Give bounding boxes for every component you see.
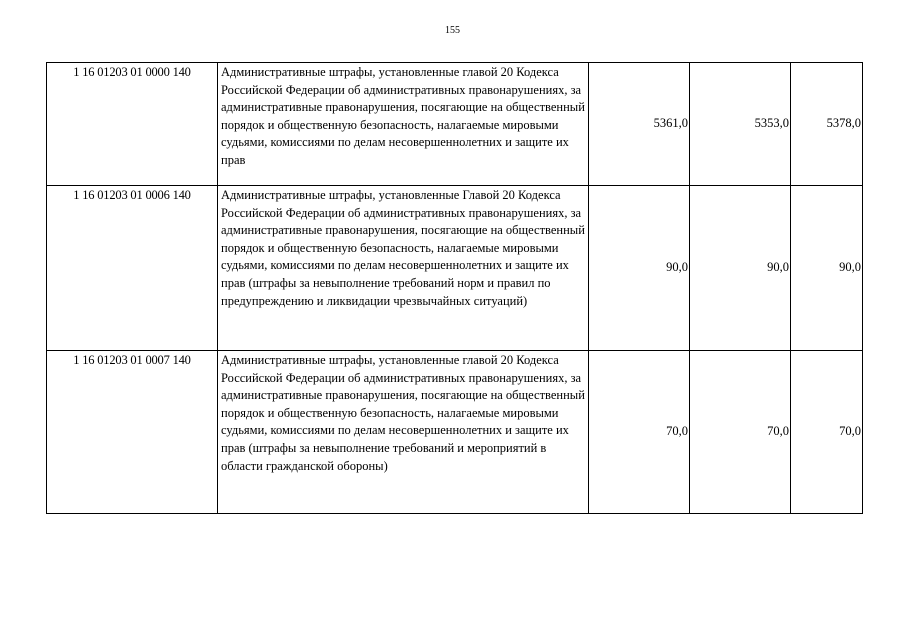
amount-year-2: 5353,0 bbox=[690, 63, 791, 186]
amount-year-1: 90,0 bbox=[589, 186, 690, 351]
amount-year-2: 90,0 bbox=[690, 186, 791, 351]
budget-revenue-table bbox=[46, 62, 863, 514]
amount-year-2: 70,0 bbox=[690, 351, 791, 514]
revenue-description: Административные штрафы, установленные главой 20 Кодекса Российской Федерации об административных правонарушениях, за административные правонарушения, посягающие на общественный порядок и общественную безопасность, налагаемые мировыми судьями, комиссиями по делам несовершеннолетних и защите их прав bbox=[218, 63, 589, 186]
amount-year-1: 70,0 bbox=[589, 351, 690, 514]
page-number: 155 bbox=[445, 25, 460, 36]
amount-year-3: 5378,0 bbox=[791, 63, 863, 186]
budget-classification-code: 1 16 01203 01 0006 140 bbox=[47, 186, 218, 351]
amount-year-1: 5361,0 bbox=[589, 63, 690, 186]
amount-year-3: 70,0 bbox=[791, 351, 863, 514]
revenue-description: Административные штрафы, установленные главой 20 Кодекса Российской Федерации об административных правонарушениях, за административные правонарушения, посягающие на общественный порядок и общественную безопасность, налагаемые мировыми судьями, комиссиями по делам несовершеннолетних и защите их прав (штрафы за невыполнение требований и мероприятий в области гражданской обороны) bbox=[218, 351, 589, 514]
table-row bbox=[47, 63, 863, 186]
budget-classification-code: 1 16 01203 01 0007 140 bbox=[47, 351, 218, 514]
amount-year-3: 90,0 bbox=[791, 186, 863, 351]
table-row bbox=[47, 186, 863, 351]
budget-classification-code: 1 16 01203 01 0000 140 bbox=[47, 63, 218, 186]
table-row bbox=[47, 351, 863, 514]
revenue-description: Административные штрафы, установленные Главой 20 Кодекса Российской Федерации об административных правонарушениях, за административные правонарушения, посягающие на общественный порядок и общественную безопасность, налагаемые мировыми судьями, комиссиями по делам несовершеннолетних и защите их прав (штрафы за невыполнение требований норм и правил по предупреждению и ликвидации чрезвычайных ситуаций) bbox=[218, 186, 589, 351]
